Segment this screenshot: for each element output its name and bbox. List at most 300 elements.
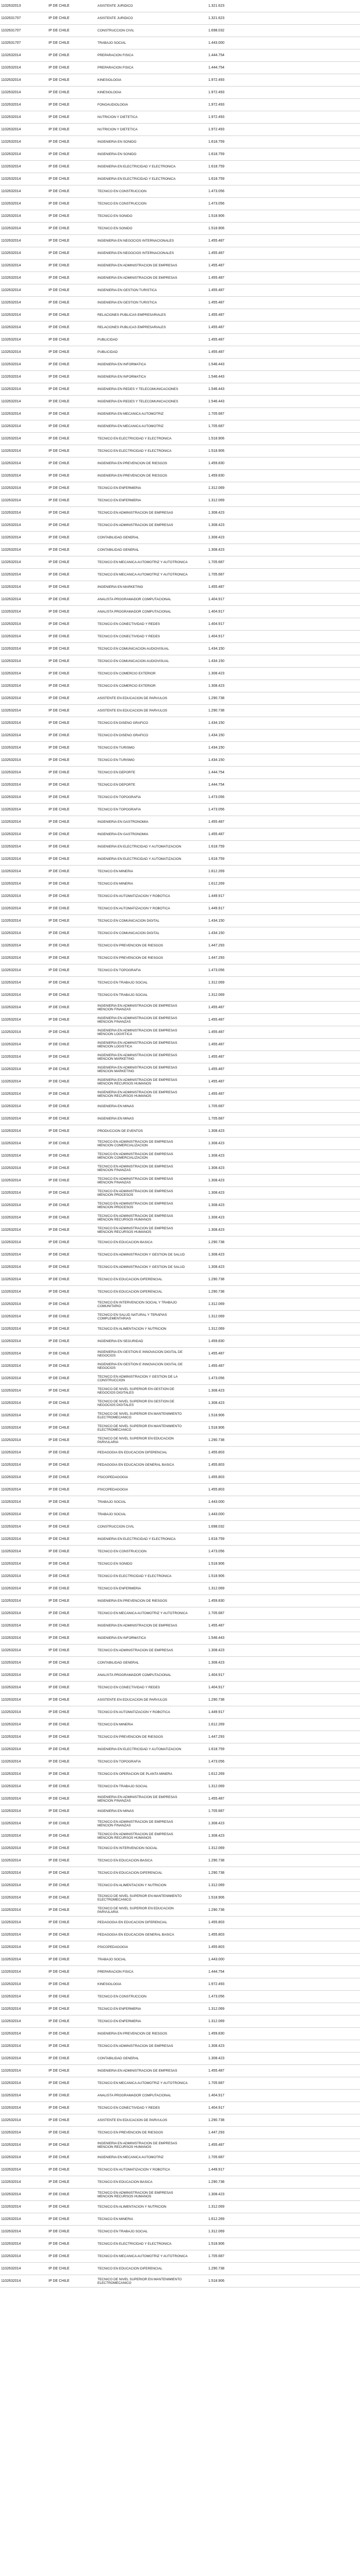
row-program: ASISTENTE EN EDUCACION DE PARVULOS bbox=[97, 2119, 168, 2122]
row-institution: IP DE CHILE bbox=[48, 869, 70, 873]
row-value: 1.455.803 bbox=[208, 1463, 224, 1467]
row-code: 1102632014 bbox=[1, 758, 21, 762]
table-row bbox=[0, 74, 360, 87]
table-row bbox=[0, 2102, 360, 2114]
table-row bbox=[0, 569, 360, 581]
row-institution: IP DE CHILE bbox=[48, 239, 70, 243]
row-code: 1102632014 bbox=[1, 523, 21, 527]
row-value: 1.290.738 bbox=[208, 1858, 224, 1862]
table-row bbox=[0, 1929, 360, 1941]
table-row bbox=[0, 1076, 360, 1088]
row-code: 1102632014 bbox=[1, 1920, 21, 1924]
row-program: TECNICO EN ELECTRICIDAD Y ELECTRONICA bbox=[97, 437, 172, 440]
row-value: 1.449.917 bbox=[208, 1710, 224, 1714]
row-institution: IP DE CHILE bbox=[48, 1537, 70, 1541]
row-institution: IP DE CHILE bbox=[48, 980, 70, 985]
row-institution: IP DE CHILE bbox=[48, 1067, 70, 1071]
row-institution: IP DE CHILE bbox=[48, 2217, 70, 2221]
row-program: INGENIERIA EN ADMINISTRACION DE EMPRESAS bbox=[97, 264, 177, 267]
row-institution: IP DE CHILE bbox=[48, 671, 70, 675]
row-program: TECNICO EN ADMINISTRACION DE EMPRESAS MENCION RECURSOS HUMANOS bbox=[97, 2191, 173, 2198]
row-code: 1102632014 bbox=[1, 857, 21, 861]
row-program: INGENIERIA EN ADMINISTRACION DE EMPRESAS MENCION FINANZAS bbox=[97, 1004, 177, 1011]
row-institution: IP DE CHILE bbox=[48, 1252, 70, 1257]
row-code: 1102632014 bbox=[1, 597, 21, 601]
table-row bbox=[0, 1904, 360, 1917]
table-row bbox=[0, 1645, 360, 1657]
row-value: 1.705.687 bbox=[208, 1116, 224, 1121]
table-row bbox=[0, 507, 360, 519]
row-code: 1102632014 bbox=[1, 807, 21, 811]
row-code: 1102632014 bbox=[1, 1203, 21, 1207]
table-row bbox=[0, 1966, 360, 1978]
table-row bbox=[0, 1879, 360, 1892]
table-row bbox=[0, 1039, 360, 1051]
row-institution: IP DE CHILE bbox=[48, 2019, 70, 2023]
row-code: 1102632014 bbox=[1, 2106, 21, 2110]
table-row bbox=[0, 1521, 360, 1533]
row-code: 1102632014 bbox=[1, 1314, 21, 1318]
row-value: 1.312.069 bbox=[208, 1314, 224, 1318]
row-code: 1102632014 bbox=[1, 362, 21, 366]
row-program: TECNICO EN PREVENCION DE RIESGOS bbox=[97, 944, 163, 947]
row-institution: IP DE CHILE bbox=[48, 585, 70, 589]
row-program: PSICOPEDAGOGIA bbox=[97, 1476, 128, 1479]
row-value: 1.434.150 bbox=[208, 758, 224, 762]
row-institution: IP DE CHILE bbox=[48, 337, 70, 342]
row-value: 1.308.423 bbox=[208, 1228, 224, 1232]
row-institution: IP DE CHILE bbox=[48, 1500, 70, 1504]
row-program: INGENIERIA EN ELECTRICIDAD Y ELECTRONICA bbox=[97, 177, 176, 181]
table-row bbox=[0, 1978, 360, 1991]
row-program: TECNICO EN ALIMENTACION Y NUTRICION bbox=[97, 2205, 167, 2209]
table-row bbox=[0, 890, 360, 903]
row-program: TECNICO EN CONECTIVIDAD Y REDES bbox=[97, 622, 160, 626]
row-code: 1102632014 bbox=[1, 1574, 21, 1578]
row-code: 1102632014 bbox=[1, 90, 21, 94]
row-code: 1102632014 bbox=[1, 140, 21, 144]
row-code: 1102632014 bbox=[1, 1698, 21, 1702]
row-code: 1102632014 bbox=[1, 1092, 21, 1096]
table-row bbox=[0, 2250, 360, 2263]
row-code: 1102632014 bbox=[1, 2019, 21, 2023]
row-program: TECNICO EN TRABAJO SOCIAL bbox=[97, 1785, 148, 1788]
row-value: 1.312.069 bbox=[208, 2205, 224, 2209]
table-row bbox=[0, 544, 360, 556]
row-code: 1102632014 bbox=[1, 2056, 21, 2060]
table-row bbox=[0, 618, 360, 631]
row-code: 1102632014 bbox=[1, 1252, 21, 1257]
table-row bbox=[0, 161, 360, 173]
row-program: TECNICO EN EDUCACION BASICA bbox=[97, 1859, 153, 1862]
row-code: 1102632014 bbox=[1, 2254, 21, 2258]
row-program: TECNICO DE NIVEL SUPERIOR EN GESTION DE NEGOCIOS DIGITALES bbox=[97, 1399, 174, 1407]
row-value: 1.404.917 bbox=[208, 609, 224, 614]
row-program: TECNICO EN DISEÑO GRAFICO bbox=[97, 721, 149, 725]
row-institution: IP DE CHILE bbox=[48, 1586, 70, 1590]
row-institution: IP DE CHILE bbox=[48, 820, 70, 824]
row-value: 1.705.687 bbox=[208, 412, 224, 416]
row-program: TECNICO EN EDUCACION DIFERENCIAL bbox=[97, 2267, 162, 2270]
table-row bbox=[0, 124, 360, 136]
table-row bbox=[0, 581, 360, 594]
table-row bbox=[0, 2028, 360, 2040]
row-code: 1102632014 bbox=[1, 127, 21, 131]
row-institution: IP DE CHILE bbox=[48, 2167, 70, 2172]
row-value: 1.546.443 bbox=[208, 387, 224, 391]
row-code: 1102632014 bbox=[1, 1290, 21, 1294]
row-program: TECNICO EN TOPOGRAFIA bbox=[97, 808, 141, 811]
row-institution: IP DE CHILE bbox=[48, 1042, 70, 1046]
row-institution: IP DE CHILE bbox=[48, 2130, 70, 2134]
row-value: 1.705.687 bbox=[208, 1104, 224, 1108]
table-row bbox=[0, 111, 360, 124]
row-institution: IP DE CHILE bbox=[48, 956, 70, 960]
table-row bbox=[0, 1274, 360, 1286]
table-row bbox=[0, 655, 360, 668]
row-program: TECNICO EN MINERIA bbox=[97, 1723, 133, 1726]
row-value: 1.455.487 bbox=[208, 1623, 224, 1628]
row-code: 1102632014 bbox=[1, 1055, 21, 1059]
row-institution: IP DE CHILE bbox=[48, 1982, 70, 1986]
row-institution: IP DE CHILE bbox=[48, 486, 70, 490]
row-code: 1102632014 bbox=[1, 78, 21, 82]
row-institution: IP DE CHILE bbox=[48, 1376, 70, 1380]
table-row bbox=[0, 594, 360, 606]
table-row bbox=[0, 457, 360, 470]
row-code: 1102632014 bbox=[1, 1005, 21, 1009]
row-value: 1.290.738 bbox=[208, 2180, 224, 2184]
row-program: TECNICO EN COMUNICACION AUDIOVISUAL bbox=[97, 647, 169, 651]
table-row bbox=[0, 62, 360, 74]
row-program: TECNICO EN COMERCIO EXTERIOR bbox=[97, 684, 156, 688]
row-program: KINESIOLOGIA bbox=[97, 78, 122, 82]
row-program: ANALISTA PROGRAMADOR COMPUTACIONAL bbox=[97, 598, 171, 601]
row-value: 1.618.759 bbox=[208, 140, 224, 144]
row-program: TECNICO EN EDUCACION BASICA bbox=[97, 2180, 153, 2184]
row-program: TECNICO EN ADMINISTRACION Y GESTION DE SALUD bbox=[97, 1265, 185, 1269]
table-row bbox=[0, 185, 360, 198]
row-value: 1.459.830 bbox=[208, 1339, 224, 1343]
table-row bbox=[0, 1286, 360, 1298]
row-institution: IP DE CHILE bbox=[48, 2155, 70, 2159]
row-code: 1102632014 bbox=[1, 511, 21, 515]
row-code: 1102632014 bbox=[1, 1067, 21, 1071]
row-program: TECNICO EN MINERIA bbox=[97, 870, 133, 873]
row-code: 1102632014 bbox=[1, 2044, 21, 2048]
row-program: INGENIERIA EN ADMINISTRACION DE EMPRESAS MENCION MARKETING bbox=[97, 1053, 177, 1061]
row-institution: IP DE CHILE bbox=[48, 1858, 70, 1862]
row-value: 1.518.906 bbox=[208, 449, 224, 453]
row-institution: IP DE CHILE bbox=[48, 1759, 70, 1764]
row-code: 1102632014 bbox=[1, 177, 21, 181]
row-value: 1.308.423 bbox=[208, 1821, 224, 1825]
row-code: 1102632014 bbox=[1, 770, 21, 774]
row-program: INGENIERIA EN MECANICA AUTOMOTRIZ bbox=[97, 2156, 164, 2159]
row-code: 1102632014 bbox=[1, 2279, 21, 2283]
row-code: 1102632014 bbox=[1, 968, 21, 972]
row-program: TECNICO EN ADMINISTRACION DE EMPRESAS bbox=[97, 1649, 173, 1652]
table-row bbox=[0, 87, 360, 99]
table-row bbox=[0, 136, 360, 148]
row-program: INGENIERIA EN INFORMATICA bbox=[97, 363, 146, 366]
row-value: 1.455.803 bbox=[208, 1487, 224, 1492]
row-value: 1.308.423 bbox=[208, 1660, 224, 1665]
row-value: 1.308.423 bbox=[208, 1129, 224, 1133]
table-row bbox=[0, 383, 360, 396]
row-institution: IP DE CHILE bbox=[48, 53, 70, 57]
row-code: 1102632014 bbox=[1, 1759, 21, 1764]
row-code: 1102632014 bbox=[1, 634, 21, 638]
table-row bbox=[0, 1459, 360, 1471]
row-program: INGENIERIA EN ADMINISTRACION DE EMPRESAS MENCION FINANZAS bbox=[97, 1016, 177, 1024]
row-code: 1102632014 bbox=[1, 1487, 21, 1492]
row-institution: IP DE CHILE bbox=[48, 1129, 70, 1133]
row-value: 1.312.069 bbox=[208, 486, 224, 490]
row-value: 1.455.487 bbox=[208, 585, 224, 589]
row-institution: IP DE CHILE bbox=[48, 659, 70, 663]
row-institution: IP DE CHILE bbox=[48, 1030, 70, 1034]
row-value: 1.518.906 bbox=[208, 214, 224, 218]
row-code: 1102632014 bbox=[1, 1747, 21, 1751]
table-row bbox=[0, 1570, 360, 1583]
row-institution: IP DE CHILE bbox=[48, 1141, 70, 1145]
row-program: TECNICO EN MINERIA bbox=[97, 2217, 133, 2221]
row-institution: IP DE CHILE bbox=[48, 1215, 70, 1219]
row-institution: IP DE CHILE bbox=[48, 140, 70, 144]
row-program: PEDAGOGIA EN EDUCACION GENERAL BASICA bbox=[97, 1463, 174, 1467]
row-code: 1102632014 bbox=[1, 2167, 21, 2172]
row-code: 1102632014 bbox=[1, 980, 21, 985]
row-institution: IP DE CHILE bbox=[48, 449, 70, 453]
row-program: TECNICO EN ELECTRICIDAD Y ELECTRONICA bbox=[97, 2242, 172, 2246]
table-row bbox=[0, 1323, 360, 1335]
table-row bbox=[0, 1867, 360, 1879]
table-row bbox=[0, 1731, 360, 1743]
row-value: 1.443.000 bbox=[208, 1500, 224, 1504]
row-institution: IP DE CHILE bbox=[48, 127, 70, 131]
table-row bbox=[0, 37, 360, 49]
row-program: TECNICO EN TOPOGRAFIA bbox=[97, 795, 141, 799]
row-code: 1102632014 bbox=[1, 2229, 21, 2233]
table-row bbox=[0, 754, 360, 767]
row-code: 1102632014 bbox=[1, 1537, 21, 1541]
row-program: TECNICO EN ENFERMERIA bbox=[97, 1587, 141, 1590]
row-program: ASISTENTE JURIDICO bbox=[97, 4, 133, 8]
row-institution: IP DE CHILE bbox=[48, 28, 70, 32]
row-value: 1.455.487 bbox=[208, 313, 224, 317]
row-program: TECNICO EN AUTOMATIZACION Y ROBOTICA bbox=[97, 1710, 170, 1714]
row-program: INGENIERIA EN PREVENCION DE RIESGOS bbox=[97, 2032, 168, 2036]
row-program: TECNICO EN TRABAJO SOCIAL bbox=[97, 2230, 148, 2233]
row-program: TECNICO EN ALIMENTACION Y NUTRICION bbox=[97, 1327, 167, 1331]
row-code: 1102632014 bbox=[1, 1660, 21, 1665]
table-row bbox=[0, 767, 360, 779]
row-value: 1.321.623 bbox=[208, 4, 224, 8]
table-row bbox=[0, 1781, 360, 1793]
row-code: 1102632014 bbox=[1, 1401, 21, 1405]
table-row bbox=[0, 1100, 360, 1113]
table-row bbox=[0, 841, 360, 853]
row-value: 1.459.830 bbox=[208, 473, 224, 478]
row-program: TECNICO EN SONIDO bbox=[97, 214, 133, 218]
row-program: INGENIERIA EN ADMINISTRACION DE EMPRESAS bbox=[97, 2069, 177, 2073]
row-institution: IP DE CHILE bbox=[48, 745, 70, 750]
row-value: 1.972.493 bbox=[208, 115, 224, 119]
row-value: 1.434.150 bbox=[208, 733, 224, 737]
table-row bbox=[0, 1138, 360, 1150]
row-code: 1102632014 bbox=[1, 733, 21, 737]
row-program: TECNICO EN TRABAJO SOCIAL bbox=[97, 993, 148, 997]
row-code: 1102632014 bbox=[1, 745, 21, 750]
row-program: TECNICO EN COMUNICACION DIGITAL bbox=[97, 919, 160, 923]
row-institution: IP DE CHILE bbox=[48, 78, 70, 82]
row-value: 1.308.423 bbox=[208, 1265, 224, 1269]
row-value: 1.308.423 bbox=[208, 2192, 224, 2196]
table-row bbox=[0, 2263, 360, 2275]
table-row bbox=[0, 235, 360, 247]
table-row bbox=[0, 2176, 360, 2189]
row-value: 1.444.754 bbox=[208, 65, 224, 70]
row-institution: IP DE CHILE bbox=[48, 1611, 70, 1615]
row-code: 1102632014 bbox=[1, 1611, 21, 1615]
row-code: 1102632014 bbox=[1, 1895, 21, 1900]
row-program: ANALISTA PROGRAMADOR COMPUTACIONAL bbox=[97, 1673, 171, 1677]
row-code: 1102632014 bbox=[1, 2266, 21, 2270]
row-program: INGENIERIA EN NEGOCIOS INTERNACIONALES bbox=[97, 239, 174, 243]
row-value: 1.455.487 bbox=[208, 350, 224, 354]
row-code: 1102632014 bbox=[1, 1784, 21, 1788]
row-value: 1.972.493 bbox=[208, 1982, 224, 1986]
row-code: 1102632014 bbox=[1, 572, 21, 577]
row-institution: IP DE CHILE bbox=[48, 1673, 70, 1677]
row-value: 1.546.443 bbox=[208, 399, 224, 403]
row-institution: IP DE CHILE bbox=[48, 733, 70, 737]
row-institution: IP DE CHILE bbox=[48, 424, 70, 428]
row-code: 1102632014 bbox=[1, 1710, 21, 1714]
table-row bbox=[0, 791, 360, 804]
row-program: TECNICO EN ENFERMERIA bbox=[97, 499, 141, 502]
row-code: 1102632014 bbox=[1, 1735, 21, 1739]
row-value: 1.443.000 bbox=[208, 1957, 224, 1961]
row-code: 1102632014 bbox=[1, 1846, 21, 1850]
row-program: TECNICO EN ELECTRICIDAD Y ELECTRONICA bbox=[97, 449, 172, 453]
row-value: 1.473.056 bbox=[208, 968, 224, 972]
row-value: 1.473.056 bbox=[208, 1759, 224, 1764]
row-value: 1.449.917 bbox=[208, 906, 224, 910]
row-value: 1.455.803 bbox=[208, 1945, 224, 1949]
row-program: KINESIOLOGIA bbox=[97, 1982, 122, 1986]
table-row bbox=[0, 1249, 360, 1261]
row-value: 1.290.738 bbox=[208, 2266, 224, 2270]
row-institution: IP DE CHILE bbox=[48, 41, 70, 45]
row-value: 1.455.487 bbox=[208, 239, 224, 243]
table-row bbox=[0, 779, 360, 791]
row-program: TECNICO EN ADMINISTRACION DE EMPRESAS bbox=[97, 2044, 173, 2048]
row-program: TECNICO EN PREVENCION DE RIESGOS bbox=[97, 2131, 163, 2134]
row-institution: IP DE CHILE bbox=[48, 2279, 70, 2283]
row-institution: IP DE CHILE bbox=[48, 1351, 70, 1355]
row-code: 1102632014 bbox=[1, 1586, 21, 1590]
row-institution: IP DE CHILE bbox=[48, 2254, 70, 2258]
row-value: 1.434.150 bbox=[208, 745, 224, 750]
row-program: TECNICO EN MINERIA bbox=[97, 882, 133, 886]
row-institution: IP DE CHILE bbox=[48, 696, 70, 700]
row-program: INGENIERIA EN ADMINISTRACION DE EMPRESAS MENCION LOGISTICA bbox=[97, 1028, 177, 1036]
row-institution: IP DE CHILE bbox=[48, 1327, 70, 1331]
table-row bbox=[0, 1558, 360, 1570]
row-value: 1.618.759 bbox=[208, 177, 224, 181]
table-row bbox=[0, 334, 360, 346]
table-row bbox=[0, 1496, 360, 1509]
row-program: TECNICO EN TOPOGRAFIA bbox=[97, 1760, 141, 1764]
table-row bbox=[0, 556, 360, 569]
row-value: 1.459.830 bbox=[208, 1599, 224, 1603]
row-program: TECNICO EN DEPORTE bbox=[97, 771, 136, 774]
table-row bbox=[0, 1954, 360, 1966]
row-institution: IP DE CHILE bbox=[48, 1648, 70, 1652]
row-code: 1102632014 bbox=[1, 783, 21, 787]
row-value: 1.473.056 bbox=[208, 807, 224, 811]
row-institution: IP DE CHILE bbox=[48, 90, 70, 94]
row-institution: IP DE CHILE bbox=[48, 647, 70, 651]
row-institution: IP DE CHILE bbox=[48, 993, 70, 997]
row-code: 1102632014 bbox=[1, 1079, 21, 1083]
row-institution: IP DE CHILE bbox=[48, 1450, 70, 1454]
row-value: 1.443.000 bbox=[208, 41, 224, 45]
table-row bbox=[0, 1385, 360, 1397]
row-code: 1102632014 bbox=[1, 931, 21, 935]
row-value: 1.705.687 bbox=[208, 560, 224, 564]
row-institution: IP DE CHILE bbox=[48, 164, 70, 168]
row-code: 1102632014 bbox=[1, 473, 21, 478]
row-institution: IP DE CHILE bbox=[48, 609, 70, 614]
row-institution: IP DE CHILE bbox=[48, 362, 70, 366]
row-program: TECNICO EN PREVENCION DE RIESGOS bbox=[97, 956, 163, 960]
row-program: FONOAUDIOLOGIA bbox=[97, 103, 128, 107]
row-code: 1102632014 bbox=[1, 1191, 21, 1195]
row-code: 1102632014 bbox=[1, 2143, 21, 2147]
table-row bbox=[0, 1607, 360, 1620]
row-program: TECNICO EN COMUNICACION DIGITAL bbox=[97, 931, 160, 935]
row-program: TECNICO EN ADMINISTRACION DE EMPRESAS MENCION COMERCIALIZACION bbox=[97, 1140, 173, 1147]
table-row bbox=[0, 1991, 360, 2003]
row-program: PSICOPEDAGOGIA bbox=[97, 1488, 128, 1492]
row-institution: IP DE CHILE bbox=[48, 1623, 70, 1628]
row-program: TECNICO EN ADMINISTRACION Y GESTION DE SALUD bbox=[97, 1253, 185, 1257]
table-row bbox=[0, 878, 360, 890]
row-institution: IP DE CHILE bbox=[48, 708, 70, 713]
row-value: 1.455.803 bbox=[208, 1475, 224, 1479]
row-code: 1102632014 bbox=[1, 956, 21, 960]
table-row bbox=[0, 321, 360, 334]
row-value: 1.290.738 bbox=[208, 1277, 224, 1281]
row-value: 1.312.069 bbox=[208, 1784, 224, 1788]
row-value: 1.312.069 bbox=[208, 993, 224, 997]
row-value: 1.447.293 bbox=[208, 956, 224, 960]
row-code: 1102632014 bbox=[1, 2069, 21, 2073]
row-institution: IP DE CHILE bbox=[48, 1388, 70, 1393]
table-row bbox=[0, 1422, 360, 1434]
row-code: 1102632014 bbox=[1, 1648, 21, 1652]
row-value: 1.444.754 bbox=[208, 1970, 224, 1974]
row-value: 1.434.150 bbox=[208, 659, 224, 663]
row-program: INGENIERIA EN ADMINISTRACION DE EMPRESAS bbox=[97, 276, 177, 280]
row-institution: IP DE CHILE bbox=[48, 1599, 70, 1603]
row-institution: IP DE CHILE bbox=[48, 2007, 70, 2011]
row-value: 1.290.738 bbox=[208, 1240, 224, 1244]
row-institution: IP DE CHILE bbox=[48, 65, 70, 70]
